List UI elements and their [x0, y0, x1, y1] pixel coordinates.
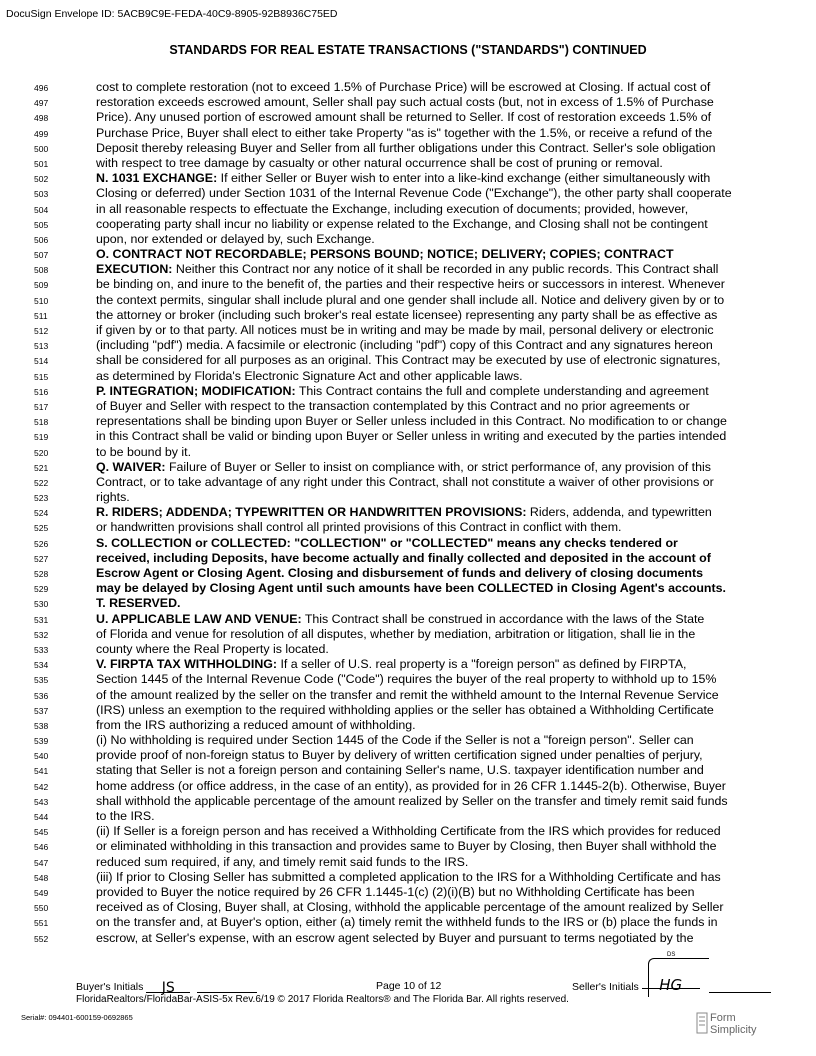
text-line	[0, 657, 816, 672]
line-number: 513	[34, 341, 49, 352]
page-title: STANDARDS FOR REAL ESTATE TRANSACTIONS ("STANDARDS") CONTINUED	[169, 43, 647, 57]
line-text	[96, 156, 768, 171]
text-line	[0, 490, 816, 505]
text-line	[0, 581, 816, 596]
line-number: 539	[34, 736, 49, 747]
text-line	[0, 748, 816, 763]
line-text	[96, 733, 768, 748]
bold-heading: T. RESERVED.	[96, 596, 181, 611]
line-number: 524	[34, 508, 49, 519]
text-line	[0, 763, 816, 778]
line-text	[96, 353, 768, 368]
text-segment: or handwritten provisions shall control all printed provisions of this Contract in conflict with them.	[96, 520, 622, 535]
text-line	[0, 505, 816, 520]
text-segment: Neither this Contract nor any notice of it shall be recorded in any public records. This Contract shall	[172, 262, 719, 277]
line-number: 535	[34, 675, 49, 686]
text-segment: This Contract contains the full and complete understanding and agreement	[295, 383, 709, 398]
line-number: 502	[34, 174, 49, 185]
text-segment: on the transfer and, at Buyer's option, either (a) timely remit the withheld funds to the IRS or (b) place the funds in	[96, 915, 718, 930]
line-number: 505	[34, 219, 49, 230]
line-text	[96, 551, 768, 566]
line-text	[96, 429, 768, 444]
seller-initials-label: Seller's Initials	[572, 981, 639, 993]
line-number: 523	[34, 493, 49, 504]
line-text	[96, 475, 768, 490]
line-text	[96, 748, 768, 763]
line-text	[96, 672, 768, 687]
text-line	[0, 217, 816, 232]
text-segment: if given by or to that party. All notices must be in writing and may be made by mail, personal delivery or electronic	[96, 323, 714, 337]
text-line	[0, 596, 816, 611]
text-segment: of Florida and venue for resolution of all disputes, whether by mediation, arbitration or litigation, shall lie in the	[96, 626, 696, 641]
text-line	[0, 551, 816, 566]
line-number: 538	[34, 720, 49, 731]
line-number: 542	[34, 781, 49, 792]
text-line	[0, 885, 816, 900]
buyer-initials-field-2[interactable]	[197, 980, 257, 993]
text-segment: If a seller of U.S. real property is a "foreign person" as defined by FIRPTA,	[277, 657, 687, 672]
text-line	[0, 703, 816, 718]
text-line	[0, 262, 816, 277]
text-segment: reduced sum required, if any, and timely remit said funds to the IRS.	[96, 854, 469, 869]
line-text	[96, 566, 768, 581]
bold-heading: Escrow Agent or Closing Agent. Closing and disbursement of funds and delivery of closing documents	[96, 566, 703, 580]
text-line	[0, 156, 816, 171]
line-text	[96, 505, 768, 520]
line-number: 504	[34, 204, 49, 215]
docusign-tag: DS	[667, 952, 676, 958]
line-number: 534	[34, 660, 49, 671]
bold-heading: Q. WAIVER:	[96, 459, 166, 474]
line-number: 552	[34, 933, 49, 944]
line-number: 500	[34, 143, 49, 154]
bold-heading: received, including Deposits, have become actually and finally collected and deposited in the account of	[96, 550, 711, 565]
line-text	[96, 855, 768, 870]
text-line	[0, 870, 816, 885]
text-line	[0, 186, 816, 201]
text-segment: Closing or deferred) under Section 1031 of the Internal Revenue Code ("Exchange"), the other party shall cooperate	[96, 186, 732, 201]
line-text	[96, 414, 768, 429]
line-text	[96, 460, 768, 475]
text-line	[0, 126, 816, 141]
line-text	[96, 900, 768, 915]
line-text	[96, 703, 768, 718]
line-text	[96, 110, 768, 125]
text-line	[0, 338, 816, 353]
text-line	[0, 718, 816, 733]
text-segment: home address (or office address, in the case of an entity), as provided for in 26 CFR 1.1445-2(b). Otherwise, Buyer	[96, 778, 726, 793]
text-segment: Riders, addenda, and typewritten	[526, 505, 712, 520]
text-segment: of the amount realized by the seller on the transfer and remit the withheld amount to the Internal Revenue Service	[96, 687, 719, 702]
text-line	[0, 460, 816, 475]
text-line	[0, 171, 816, 186]
line-number: 516	[34, 386, 49, 397]
bold-heading: R. RIDERS; ADDENDA; TYPEWRITTEN OR HANDWRITTEN PROVISIONS:	[96, 505, 527, 520]
line-text	[96, 657, 768, 672]
line-text	[96, 308, 768, 323]
line-text	[96, 763, 768, 778]
text-segment: If either Seller or Buyer wish to enter into a like-kind exchange (either simultaneously with	[217, 171, 711, 186]
text-segment: or eliminated withholding in this transaction and provides same to Buyer by Closing, then Buyer shall withhold the	[96, 839, 717, 854]
text-line	[0, 566, 816, 581]
text-segment: restoration exceeds escrowed amount, Seller shall pay such actual costs (but, not in excess of 1.5% of Purchase	[96, 95, 714, 110]
line-text	[96, 536, 768, 551]
text-segment: This Contract shall be construed in accordance with the laws of the State	[301, 611, 705, 626]
serial-number: Serial#: 094401-600159-0692865	[21, 1013, 133, 1022]
line-text	[96, 627, 768, 642]
line-text	[96, 824, 768, 839]
buyer-initials	[76, 980, 257, 996]
line-text	[96, 839, 768, 854]
text-line	[0, 915, 816, 930]
line-number: 503	[34, 189, 49, 200]
text-line	[0, 824, 816, 839]
text-segment: (iii) If prior to Closing Seller has submitted a completed application to the IRS for a Withholding Certificate and has	[96, 869, 721, 884]
text-segment: in all reasonable respects to effectuate the Exchange, including execution of documents; provided, however,	[96, 201, 689, 216]
seller-initials	[572, 976, 771, 994]
text-segment: (IRS) unless an exemption to the required withholding applies or the seller has obtained a Withholding Certificate	[96, 702, 714, 717]
text-segment: provide proof of non-foreign status to Buyer by delivery of written certification signed under penalties of perjury,	[96, 748, 703, 763]
line-number: 515	[34, 371, 49, 382]
bold-heading: may be delayed by Closing Agent until such amounts have been COLLECTED in Closing Agent's accounts.	[96, 581, 726, 596]
seller-initials-field[interactable]: HG	[642, 976, 700, 989]
text-segment: (ii) If Seller is a foreign person and has received a Withholding Certificate from the IRS which provides for reduced	[96, 824, 721, 839]
text-segment: with respect to tree damage by casualty or other natural occurrence shall be cost of pruning or removal.	[96, 155, 663, 170]
envelope-id: DocuSign Envelope ID: 5ACB9C9E-FEDA-40C9-8905-92B8936C75ED	[6, 8, 338, 20]
line-text	[96, 809, 768, 824]
text-line	[0, 475, 816, 490]
text-segment: Purchase Price, Buyer shall elect to either take Property "as is" together with the 1.5%, or receive a refund of the	[96, 125, 713, 140]
text-segment: stating that Seller is not a foreign person and containing Seller's name, U.S. taxpayer identification number and	[96, 763, 704, 778]
text-segment: the context permits, singular shall include plural and one gender shall include all. Notice and delivery given by or to	[96, 292, 725, 307]
line-number: 526	[34, 538, 49, 549]
line-text	[96, 399, 768, 414]
text-segment: (including "pdf") media. A facsimile or electronic (including "pdf") copy of this Contract and any signatures hereon	[96, 338, 713, 353]
text-segment: escrow, at Seller's expense, with an escrow agent selected by Buyer and pursuant to terms negotiated by the	[96, 930, 694, 945]
contract-body	[0, 80, 816, 946]
line-number: 541	[34, 766, 49, 777]
text-segment: shall be considered for all purposes as an original. This Contract may be executed by use of electronic signatures,	[96, 353, 721, 368]
text-segment: Section 1445 of the Internal Revenue Code ("Code") requires the buyer of the real property to withhold up to 15%	[96, 672, 717, 687]
line-text	[96, 126, 768, 141]
line-text	[96, 445, 768, 460]
text-line	[0, 642, 816, 657]
line-text	[96, 870, 768, 885]
text-line	[0, 520, 816, 535]
text-segment: (i) No withholding is required under Section 1445 of the Code if the Seller is not a "foreign person". Seller can	[96, 733, 694, 748]
line-text	[96, 369, 768, 384]
line-text	[96, 323, 768, 338]
bold-heading: N. 1031 EXCHANGE:	[96, 171, 218, 186]
text-line	[0, 429, 816, 444]
line-number: 551	[34, 918, 49, 929]
text-segment: cooperating party shall incur no liability or expense related to the Exchange, and Closing shall not be contingent	[96, 216, 708, 231]
line-text	[96, 80, 768, 95]
line-number: 512	[34, 326, 49, 336]
text-line	[0, 399, 816, 414]
line-text	[96, 277, 768, 292]
line-text	[96, 642, 768, 657]
form-simplicity-logo	[696, 1012, 757, 1039]
line-text	[96, 520, 768, 535]
line-text	[96, 384, 768, 399]
line-number: 519	[34, 432, 49, 443]
text-segment: Deposit thereby releasing Buyer and Seller from all further obligations under this Contract. Seller's sole obligation	[96, 140, 716, 155]
text-line	[0, 733, 816, 748]
line-text	[96, 490, 768, 505]
line-number: 518	[34, 417, 49, 428]
text-segment: Price). Any unused portion of escrowed amount shall be returned to Seller. If cost of restoration exceeds 1.5% of	[96, 110, 712, 125]
bold-heading: U. APPLICABLE LAW AND VENUE:	[96, 611, 302, 626]
line-number: 543	[34, 796, 49, 807]
text-line	[0, 141, 816, 156]
page-number: Page 10 of 12	[376, 980, 442, 992]
document-icon	[696, 1012, 708, 1034]
buyer-initials-field[interactable]: JS	[146, 980, 190, 993]
text-segment: provided to Buyer the notice required by 26 CFR 1.1445-1(c) (2)(i)(B) but no Withholding Certificate has been	[96, 884, 695, 899]
bold-heading: P. INTEGRATION; MODIFICATION:	[96, 383, 296, 398]
text-segment: to be bound by it.	[96, 444, 192, 459]
bold-heading: S. COLLECTION or COLLECTED: "COLLECTION" or "COLLECTED" means any checks tendered or	[96, 535, 678, 550]
text-line	[0, 900, 816, 915]
line-text	[96, 612, 768, 627]
text-line	[0, 445, 816, 460]
text-line	[0, 855, 816, 870]
text-line	[0, 536, 816, 551]
line-number: 528	[34, 569, 49, 579]
line-text	[96, 293, 768, 308]
line-number: 521	[34, 462, 49, 473]
text-line	[0, 202, 816, 217]
line-text	[96, 338, 768, 353]
text-line	[0, 293, 816, 308]
line-text	[96, 202, 768, 217]
line-text	[96, 262, 768, 277]
line-text	[96, 931, 768, 946]
text-segment: cost to complete restoration (not to exceed 1.5% of Purchase Price) will be escrowed at Closing. If actual cost of	[96, 80, 711, 94]
text-line	[0, 353, 816, 368]
bold-heading: O. CONTRACT NOT RECORDABLE; PERSONS BOUND; NOTICE; DELIVERY; COPIES; CONTRACT	[96, 247, 674, 262]
line-number: 517	[34, 401, 49, 412]
text-segment: to the IRS.	[96, 809, 155, 823]
line-text	[96, 596, 768, 611]
line-text	[96, 718, 768, 733]
text-segment: county where the Real Property is located.	[96, 641, 329, 656]
text-segment: as determined by Florida's Electronic Signature Act and other applicable laws.	[96, 368, 523, 383]
text-line	[0, 323, 816, 338]
line-number: 547	[34, 857, 49, 868]
line-number: 545	[34, 827, 49, 838]
line-number: 510	[34, 295, 49, 306]
line-number: 514	[34, 356, 49, 367]
line-number: 536	[34, 690, 49, 701]
text-line	[0, 809, 816, 824]
line-number: 509	[34, 280, 49, 291]
line-number: 530	[34, 599, 49, 610]
line-number: 540	[34, 751, 49, 762]
line-number: 498	[34, 113, 49, 124]
line-text	[96, 95, 768, 110]
line-text	[96, 217, 768, 232]
text-segment: from the IRS authorizing a reduced amount of withholding.	[96, 717, 416, 732]
line-text	[96, 794, 768, 809]
bold-heading: V. FIRPTA TAX WITHHOLDING:	[96, 657, 278, 672]
logo-line-2: Simplicity	[710, 1024, 757, 1036]
text-segment: be binding on, and inure to the benefit of, the parties and their respective heirs or successors in interest. Whenever	[96, 277, 725, 292]
line-number: 525	[34, 523, 49, 534]
line-number: 520	[34, 447, 49, 458]
logo-line-1: Form	[710, 1012, 736, 1024]
line-number: 529	[34, 584, 49, 595]
line-number: 531	[34, 614, 49, 625]
text-line	[0, 277, 816, 292]
line-text	[96, 915, 768, 930]
buyer-initials-label: Buyer's Initials	[76, 981, 144, 993]
text-line	[0, 612, 816, 627]
line-text	[96, 171, 768, 186]
line-number: 497	[34, 98, 49, 109]
line-text	[96, 186, 768, 201]
text-line	[0, 384, 816, 399]
text-line	[0, 95, 816, 110]
text-segment: in this Contract shall be valid or binding upon Buyer or Seller unless in writing and executed by the parties intended	[96, 429, 727, 444]
text-segment: representations shall be binding upon Buyer or Seller unless included in this Contract. No modification to or change	[96, 414, 727, 429]
text-segment: received as of Closing, Buyer shall, at Closing, withhold the applicable percentage of the amount realized by Seller	[96, 900, 724, 915]
line-number: 501	[34, 158, 49, 169]
line-number: 506	[34, 234, 49, 245]
text-line	[0, 688, 816, 703]
text-segment: of Buyer and Seller with respect to the transaction contemplated by this Contract and no prior agreements or	[96, 398, 690, 413]
line-number: 522	[34, 477, 49, 488]
line-text	[96, 688, 768, 703]
text-line	[0, 414, 816, 429]
line-text	[96, 581, 768, 596]
text-segment: upon, nor extended or delayed by, such Exchange.	[96, 231, 375, 246]
text-line	[0, 232, 816, 247]
line-number: 533	[34, 644, 49, 655]
text-line	[0, 931, 816, 946]
text-segment: Contract, or to take advantage of any right under this Contract, shall not constitute a waiver of other provisions or	[96, 474, 714, 489]
line-number: 496	[34, 83, 49, 93]
line-number: 511	[34, 310, 48, 321]
text-line	[0, 672, 816, 687]
line-text	[96, 141, 768, 156]
line-number: 549	[34, 887, 49, 898]
line-text	[96, 247, 768, 262]
form-revision-line: FloridaRealtors/FloridaBar-ASIS-5x Rev.6/19 © 2017 Florida Realtors® and The Florida Bar. All rights reserved.	[76, 994, 569, 1005]
text-line	[0, 369, 816, 384]
bold-heading: EXECUTION:	[96, 262, 173, 277]
text-line	[0, 839, 816, 854]
text-segment: Failure of Buyer or Seller to insist on compliance with, or strict performance of, any provision of this	[165, 459, 711, 474]
seller-initials-field-2[interactable]	[709, 980, 771, 993]
text-line	[0, 80, 816, 95]
line-number: 532	[34, 629, 49, 640]
line-number: 544	[34, 812, 49, 822]
text-line	[0, 794, 816, 809]
text-segment: the attorney or broker (including such broker's real estate licensee) representing any party shall be as effective as	[96, 307, 718, 322]
text-line	[0, 779, 816, 794]
line-number: 537	[34, 705, 49, 716]
line-number: 507	[34, 250, 49, 261]
line-number: 527	[34, 553, 49, 564]
line-number: 508	[34, 265, 49, 276]
text-segment: shall withhold the applicable percentage of the amount realized by Seller on the transfer and timely remit said funds	[96, 793, 728, 808]
line-text	[96, 232, 768, 247]
text-line	[0, 110, 816, 125]
text-line	[0, 627, 816, 642]
line-number: 546	[34, 842, 49, 853]
line-number: 499	[34, 128, 49, 139]
text-segment: rights.	[96, 490, 130, 505]
line-number: 548	[34, 872, 49, 883]
text-line	[0, 308, 816, 323]
line-text	[96, 885, 768, 900]
text-line	[0, 247, 816, 262]
line-text	[96, 779, 768, 794]
line-number: 550	[34, 903, 49, 914]
